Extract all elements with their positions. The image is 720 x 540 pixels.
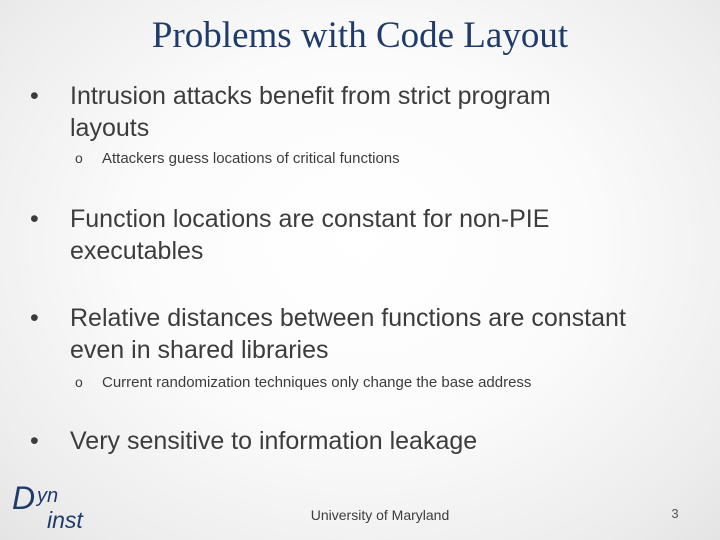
bullet-marker: • (30, 205, 39, 233)
bullet-text: Intrusion attacks benefit from strict program layouts (70, 82, 551, 142)
logo-inst: inst (47, 507, 83, 533)
bullet-text: Function locations are constant for non-PIE executables (70, 205, 550, 265)
bullet-2 (30, 203, 630, 267)
slide-title: Problems with Code Layout (151, 15, 569, 56)
sub-bullet-text: Attackers guess locations of critical functions (102, 150, 400, 167)
bullet-1 (30, 80, 630, 144)
sub-bullet-1-1 (75, 148, 400, 169)
dyninst-logo (12, 480, 102, 536)
bullet-4 (30, 425, 630, 457)
bullet-marker: • (30, 427, 39, 455)
bullet-text: Very sensitive to information leakage (70, 427, 478, 455)
sub-bullet-marker: o (75, 150, 83, 166)
page-number: 3 (671, 506, 679, 521)
logo-d: D (12, 480, 36, 516)
logo-yn: yn (37, 485, 59, 507)
sub-bullet-3-1 (75, 372, 531, 393)
bullet-3 (30, 302, 630, 366)
sub-bullet-text: Current randomization techniques only change the base address (102, 374, 532, 391)
sub-bullet-marker: o (75, 374, 83, 390)
bullet-text: Relative distances between functions are constant even in shared libraries (70, 304, 626, 364)
bullet-marker: • (30, 304, 39, 332)
footer-text: University of Maryland (310, 507, 450, 523)
bullet-marker: • (30, 82, 39, 110)
